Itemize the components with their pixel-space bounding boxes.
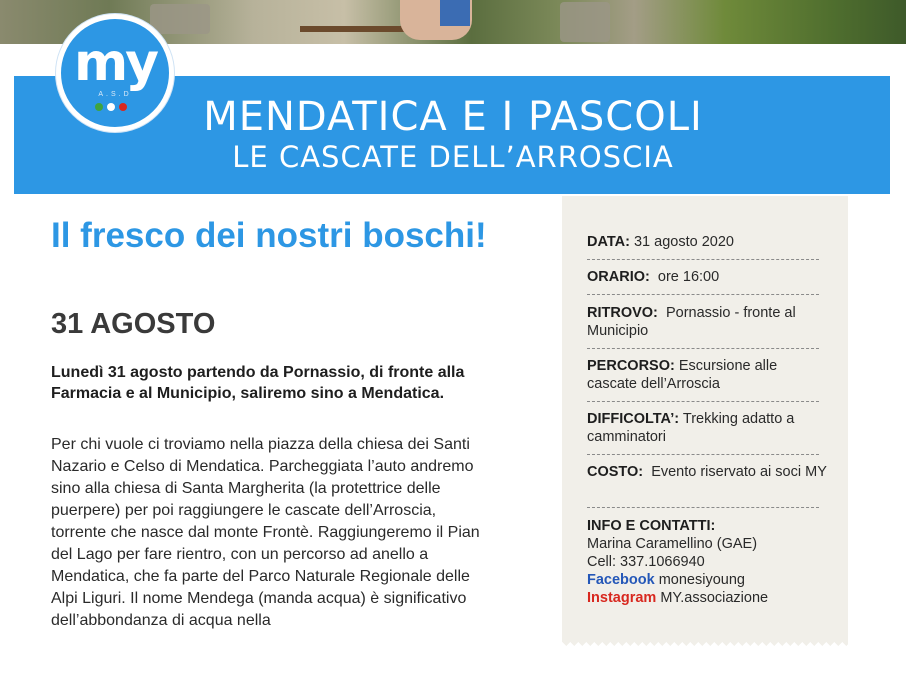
logo-text: my	[73, 33, 157, 93]
my-logo	[56, 14, 174, 132]
info-data	[587, 233, 827, 251]
info-data-label: DATA:	[587, 234, 630, 250]
facebook-line	[587, 571, 827, 589]
info-contatti-label: INFO E CONTATTI:	[587, 518, 716, 534]
divider	[587, 401, 819, 402]
info-difficolta-label: DIFFICOLTA’:	[587, 411, 680, 427]
facebook-label: Facebook	[587, 572, 655, 588]
info-orario-value: ore 16:00	[657, 269, 720, 285]
info-percorso-label: PERCORSO:	[587, 358, 675, 374]
divider	[587, 294, 819, 295]
logo-dot-green	[95, 103, 103, 111]
logo-subtext: A.S.D	[98, 91, 132, 98]
info-difficolta-value: Trekking adatto a camminatori	[587, 411, 795, 445]
info-percorso-value: Escursione alle cascate dell’Arroscia	[587, 358, 778, 392]
instagram-label: Instagram	[587, 590, 657, 606]
contact-name: Marina Caramellino (GAE)	[587, 536, 758, 552]
info-costo-label: COSTO:	[587, 464, 644, 480]
info-ritrovo	[587, 304, 827, 340]
page-subtitle: LE CASCATE DELL’ARROSCIA	[232, 140, 674, 174]
info-costo-value: Evento riservato ai soci MY	[651, 464, 827, 480]
headline: Il fresco dei nostri boschi!	[51, 216, 487, 255]
info-costo	[587, 463, 827, 481]
logo-dot-red	[119, 103, 127, 111]
info-ritrovo-value: Pornassio - fronte al Municipio	[587, 305, 796, 339]
info-orario	[587, 268, 827, 286]
instagram-handle: MY.associazione	[660, 590, 769, 606]
event-date-heading: 31 AGOSTO	[51, 308, 216, 340]
info-data-value: 31 agosto 2020	[633, 234, 734, 250]
info-panel	[562, 196, 848, 642]
instagram-line	[587, 589, 827, 607]
page-title: MENDATICA E I PASCOLI	[203, 94, 703, 140]
divider	[587, 454, 819, 455]
divider	[587, 259, 819, 260]
info-percorso	[587, 357, 827, 393]
contact-phone: Cell: 337.1066940	[587, 554, 705, 570]
info-difficolta	[587, 410, 827, 446]
logo-dot-white	[107, 103, 115, 111]
info-contatti	[587, 517, 827, 607]
logo-dots	[95, 103, 127, 111]
divider	[587, 507, 819, 508]
info-orario-label: ORARIO:	[587, 269, 650, 285]
info-ritrovo-label: RITROVO:	[587, 305, 658, 321]
body-paragraph: Per chi vuole ci troviamo nella piazza della chiesa dei Santi Nazario e Celso di Mendatica. Parcheggiata l’auto andremo sino alla chiesa di Santa Margherita (la protettrice delle puerpere) per poi raggiungere le cascate dell’Arroscia, torrente che nasce dal monte Frontè. Raggiungeremo il Pian del Lago per fare rientro, con un percorso ad anello a Mendatica, che fa parte del Parco Naturale Regionale delle Alpi Liguri. Il nome Mendega (manda acqua) è significativo dell’abbondanza di acqua nella	[51, 436, 480, 629]
divider	[587, 348, 819, 349]
lead-paragraph: Lunedì 31 agosto partendo da Pornassio, di fronte alla Farmacia e al Municipio, saliremo sino a Mendatica.	[51, 364, 465, 402]
facebook-handle: monesiyoung	[658, 572, 745, 588]
